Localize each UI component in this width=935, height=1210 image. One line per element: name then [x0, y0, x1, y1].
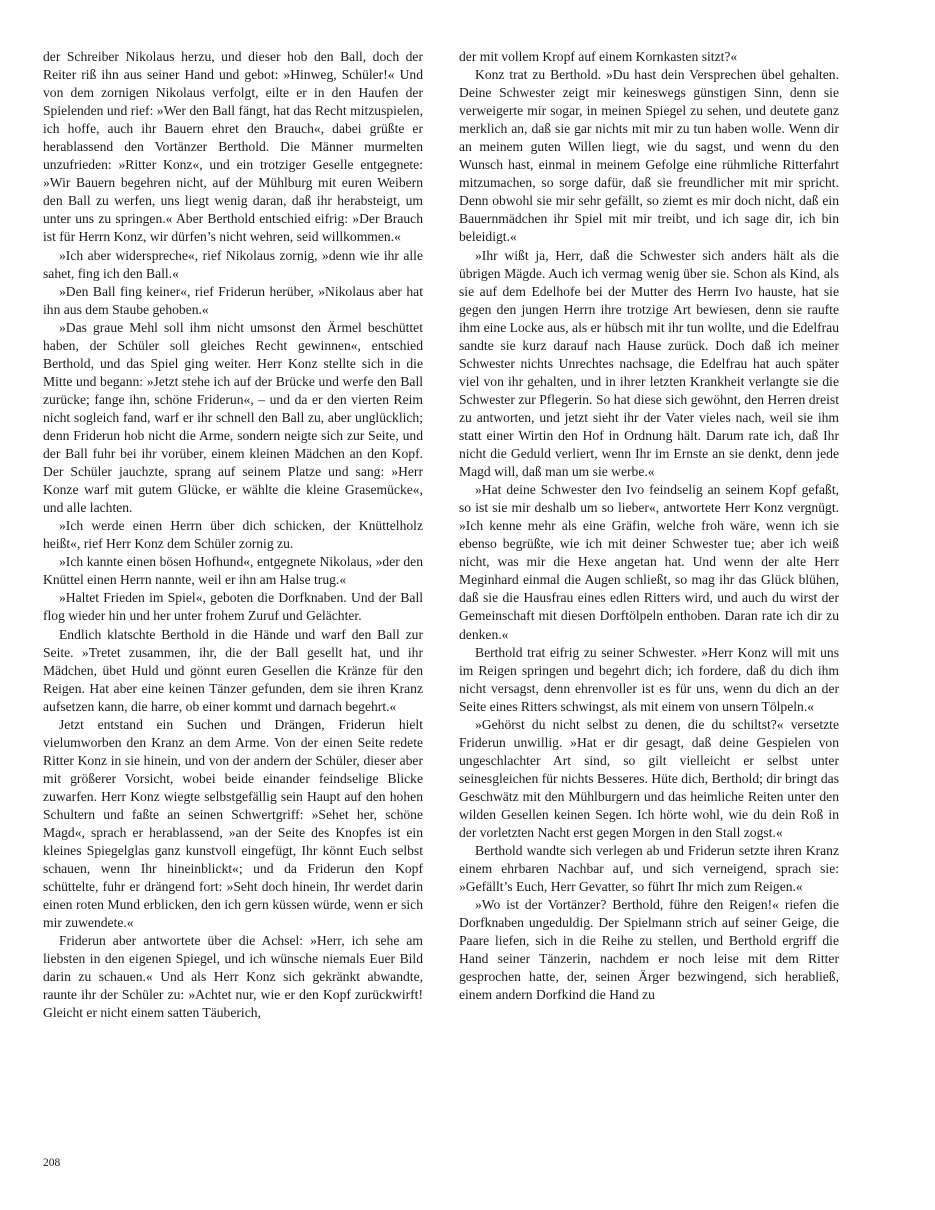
paragraph: Konz trat zu Berthold. »Du hast dein Versprechen übel gehalten. Deine Schwester zeigt mir keineswegs günstigen Sinn, denn sie verweigerte mir sogar, in meinen Spiegel zu sehen, und deutete ganz merklich an, daß sie gar nichts mit mir zu tun haben wolle. Wenn dir an meinem guten Willen liegt, wie du sagst, und wenn du den Wunsch hast, einmal in meinem Gefolge eine rühmliche Ritterfahrt mitzumachen, so sorge dafür, daß sie freundlicher mit mir spricht. Denn obwohl sie mir sehr gefällt, so ziemt es mir doch nicht, daß ein Bauernmädchen ihr Spiel mit mir treibt, und ich sage dir, ich bin beleidigt.«	[459, 67, 839, 245]
paragraph: »Den Ball fing keiner«, rief Friderun herüber, »Nikolaus aber hat ihn aus dem Staube gehoben.«	[43, 283, 423, 317]
page-number: 208	[43, 1157, 61, 1169]
paragraph: »Gehörst du nicht selbst zu denen, die du schiltst?« versetzte Friderun unwillig. »Hat er dir gesagt, daß deine Gespielen von ungeschlachter Art sind, so gilt vielleicht er selbst unter seinesgleichen für nichts Besseres. Hüte dich, Berthold; dir bringt das Geschwätz mit den Mühlburgern und das heimliche Reiten unter den wilden Gesellen keinen Segen. Ich hörte wohl, wie du dein Roß in der vorletzten Nacht erst gegen Morgen in den Stall zogst.«	[459, 716, 839, 841]
left-text-column	[43, 48, 423, 1023]
paragraph: »Hat deine Schwester den Ivo feindselig an seinem Kopf gefaßt, so ist sie mir deshalb um so lieber«, antwortete Herr Konz vergnügt. »Ich kenne mehr als eine Gräfin, welche froh wäre, wenn ich sie ebenso begrüßte, wie ich mit deiner Schwester tue; aber ich weiß nicht, was mir die Hexe angetan hat. Und wenn der alte Herr Meginhard einmal die Augen schließt, so mag ihr das Glück blühen, daß sie die Hausfrau eines edlen Ritters wird, und auch du wirst der Gemeinschaft mit diesen Dorftölpeln enthoben. Daran rate ich dir zu denken.«	[459, 482, 839, 642]
right-text-column	[459, 48, 839, 1004]
paragraph: »Wo ist der Vortänzer? Berthold, führe den Reigen!« riefen die Dorfknaben ungeduldig. Der Spielmann strich auf seiner Geige, die Paare liefen, sich in die Reihe zu stellen, und Berthold ergriff die Hand seiner Tänzerin, nachdem er noch leise mit dem Ritter gesprochen hatte, der, seinen Ärger bezwingend, sich herabließ, einem andern Dorfkind die Hand zu	[459, 897, 839, 1003]
paragraph: »Ich werde einen Herrn über dich schicken, der Knüttelholz heißt«, rief Herr Konz dem Schüler zornig zu.	[43, 518, 423, 552]
paragraph: Berthold wandte sich verlegen ab und Friderun setzte ihren Kranz einem ehrbaren Nachbar auf, und sich verneigend, sprach sie: »Gefällt’s Euch, Herr Gevatter, so führt Ihr mich zum Reigen.«	[459, 843, 839, 895]
paragraph: der Schreiber Nikolaus herzu, und dieser hob den Ball, doch der Reiter riß ihn aus seiner Hand und gebot: »Hinweg, Schüler!« Und von dem zornigen Nikolaus verfolgt, eilte er in den Haufen der Spielenden und rief: »Wer den Ball fängt, hat das Recht mitzuspielen, ich hoffe, auch ihr Bauern ehret den Brauch«, dabei grüßte er herablassend den Vortänzer Berthold. Die Männer murmelten unzufrieden: »Ritter Konz«, und ein trotziger Geselle entgegnete: »Wir Bauern begehren nicht, auf der Mühlburg mit euren Weibern den Ball zu werfen, uns liegt wenig daran, daß ihr herabsteigt, um unter uns zu springen.« Aber Berthold entschied eifrig: »Der Brauch ist für Herrn Konz, wir dürfen’s nicht wehren, seid willkommen.«	[43, 49, 423, 245]
paragraph: »Ich kannte einen bösen Hofhund«, entgegnete Nikolaus, »der den Knüttel einen Herrn nannte, weil er ihn am Halse trug.«	[43, 554, 423, 588]
paragraph: der mit vollem Kropf auf einem Kornkasten sitzt?«	[459, 49, 738, 64]
paragraph: »Ihr wißt ja, Herr, daß die Schwester sich anders hält als die übrigen Mägde. Auch ich vermag wenig über sie. Schon als Kind, als sie auf dem Edelhofe bei der Mutter des Herrn Ivo hauste, hat sie gegen den jungen Herrn ihre trotzige Art bewiesen, denn sie raufte ihm eine Locke aus, als er hübsch mit ihr tun wollte, und die Edelfrau sandte sie kurz darauf nach Hause zurück. Doch daß ich meiner Schwester nichts Unrechtes nachsage, die Edelfrau hat auch später viel von ihr gehalten, und in ihrer letzten Krankheit verlangte sie die Schwester zur Pflegerin. So hat diese sich gewöhnt, den Herren dreist zu antworten, und jetzt sieht ihr der Vater vieles nach, weil sie ihm statt einer Wirtin den Hof in Ordnung hält. Darum rate ich, daß Ihr nicht die Geduld verliert, wenn Ihr im Ernste an sie denkt, denn jede Magd will, daß man um sie werbe.«	[459, 247, 839, 480]
paragraph: »Ich aber widerspreche«, rief Nikolaus zornig, »denn wie ihr alle sahet, fing ich den Ball.«	[43, 247, 423, 281]
paragraph: Berthold trat eifrig zu seiner Schwester. »Herr Konz will mit uns im Reigen springen und begehrt dich; ich fordere, daß du dich ihm nicht versagst, denn ehrenvoller ist es für uns, wenn du dich an der Seite eines Ritters schwingst, als mit einem von unsern Tölpeln.«	[459, 644, 839, 714]
paragraph: »Haltet Frieden im Spiel«, geboten die Dorfknaben. Und der Ball flog wieder hin und her unter frohem Zuruf und Gelächter.	[43, 590, 423, 624]
paragraph: »Das graue Mehl soll ihm nicht umsonst den Ärmel beschüttet haben, der Schüler soll gleiches Recht gewinnen«, entschied Berthold, und das Spiel ging weiter. Herr Konz stellte sich in die Mitte und begann: »Jetzt stehe ich auf der Brücke und werfe den Ball zurücke; fange ihn, schöne Friderun«, – und da er den vierten Reim nicht sogleich fand, warf er ihr schnell den Ball zu, aber unglücklich; denn Friderun hob nicht die Arme, sondern neigte sich zur Seite, und der Ball fuhr bei ihr vorüber, einem kleinen Mädchen an den Kopf. Der Schüler jauchzte, sprang auf seinem Platze und sang: »Herr Konze warf mit gutem Glücke, er wählte die kleine Grasemücke«, und alle lachten.	[43, 319, 423, 516]
paragraph: Friderun aber antwortete über die Achsel: »Herr, ich sehe am liebsten in den eigenen Spiegel, und ich wünsche niemals Euer Bild darin zu schauen.« Und als Herr Konz sich gekränkt abwandte, raunte ihr der Schüler zu: »Achtet nur, wie er den Kopf zurückwirft! Gleicht er nicht einem satten Täuberich,	[43, 933, 423, 1021]
paragraph: Endlich klatschte Berthold in die Hände und warf den Ball zur Seite. »Tretet zusammen, ihr, die der Ball gesellt hat, und ihr Mädchen, übet Huld und gönnt euren Gesellen die Kränze für den Reigen. Hat aber eine keinen Tänzer gefunden, dem sie ihren Kranz aufsetzen kann, die harre, ob einer kommt und darnach begehrt.«	[43, 626, 423, 714]
paragraph: Jetzt entstand ein Suchen und Drängen, Friderun hielt vielumworben den Kranz an dem Arme. Von der einen Seite redete Ritter Konz in sie hinein, und von der andern der Schüler, dieser aber mit größerer Vorsicht, wobei beide einander feindselige Blicke zuwarfen. Herr Konz wiegte selbstgefällig sein Haupt auf den hohen Schultern und faßte an seinen Schwertgriff: »Sehet her, schöne Magd«, sprach er herablassend, »an der Seite des Knopfes ist ein kleines Spiegelglas ganz kunstvoll eingefügt, Ihr könnt Euch selbst schauen, wenn Ihr hineinblickt«; und da Friderun den Kopf schüttelte, fuhr er drängend fort: »Seht doch hinein, Ihr werdet darin einen roten Mund erblicken, den ich gern küssen würde, wenn er sich mir zuwendete.«	[43, 716, 423, 931]
